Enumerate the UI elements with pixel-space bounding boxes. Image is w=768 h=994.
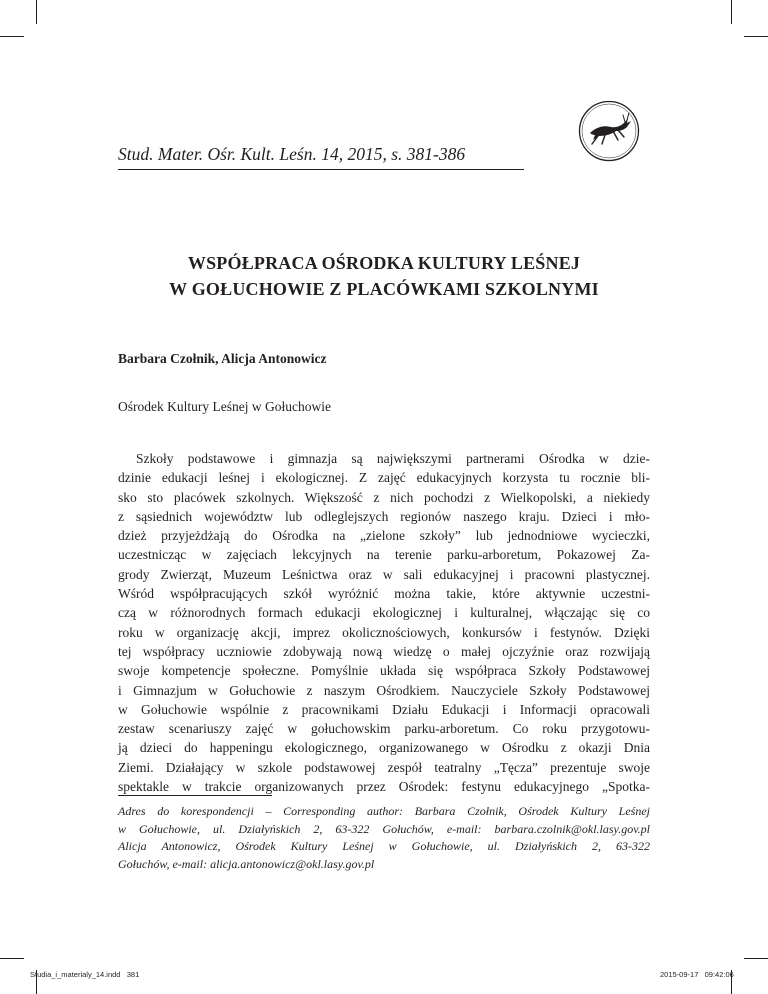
body-line: sko sto placówek szkolnych. Większość z nich pochodzi z Wielkopolski, a niekiedy (118, 489, 650, 505)
body-line: roku w organizację akcji, imprez okolicznościowych, konkursów i festynów. Dzięki (118, 624, 650, 640)
body-line: ją dzieci do happeningu ekologicznego, organizowanego w Ośrodku z okazji Dnia (118, 740, 650, 756)
body-line: i Gimnazjum w Gołuchowie z naszym Ośrodkiem. Nauczyciele Szkoły Podstawowej (118, 682, 650, 698)
crop-mark (0, 958, 24, 959)
body-line: czą w różnorodnych formach edukacji ekologicznej i kulturalnej, włączając się co (118, 605, 650, 621)
affiliation: Ośrodek Kultury Leśnej w Gołuchowie (118, 399, 331, 414)
body-line: dzież przyjeżdżają do Ośrodka na „zielone szkoły” lub jednodniowe wycieczki, (118, 528, 650, 544)
body-line: swoje kompetencje społeczne. Pomyślnie układa się współpraca Szkoły Podstawowej (118, 663, 650, 679)
journal-citation: Stud. Mater. Ośr. Kult. Leśn. 14, 2015, s. 381-386 (118, 144, 466, 164)
footnote-rule (118, 795, 272, 796)
slug-filename: Studia_i_materialy_14.indd 381 (30, 970, 140, 979)
footnote-line: w Gołuchowie, ul. Działyńskich 2, 63-322 Gołuchów, e-mail: barbara.czolnik@okl.lasy.gov.pl (118, 821, 650, 836)
crop-mark (744, 958, 768, 959)
crop-mark (0, 36, 24, 37)
title-line: WSPÓŁPRACA OŚRODKA KULTURY LEŚNEJ (187, 253, 581, 273)
authors: Barbara Czołnik, Alicja Antonowicz (118, 351, 327, 366)
body-line: z sąsiednich województw lub odleglejszych regionów naszego kraju. Dzieci i mło- (118, 508, 650, 524)
crop-mark (731, 0, 732, 24)
body-line: grody Zwierząt, Muzeum Leśnictwa oraz w sali edukacyjnej i pracowni plastycznej. (118, 566, 650, 582)
article-title (118, 250, 650, 302)
body-line: Ziemi. Działający w szkole podstawowej zespół teatralny „Tęcza” prezentuje swoje (118, 759, 650, 775)
body-line: Szkoły podstawowe i gimnazja są największymi partnerami Ośrodka w dzie- (136, 451, 650, 466)
footnote-line: Adres do korespondencji – Corresponding author: Barbara Czołnik, Ośrodek Kultury Leśnej (118, 804, 650, 818)
footnote-line: Gołuchów, e-mail: alicja.antonowicz@okl.lasy.gov.pl (118, 856, 375, 871)
body-line: spektakle w trakcie organizowanych przez Ośrodek: festynu edukacyjnego „Spotka- (118, 779, 650, 795)
journal-rule (118, 169, 524, 170)
slug-timestamp: 2015-09-17 09:42:06 (660, 970, 734, 979)
crop-mark (36, 0, 37, 24)
footnote-line: Alicja Antonowicz, Ośrodek Kultury Leśnej w Gołuchowie, ul. Działyńskich 2, 63-322 (118, 839, 650, 853)
body-line: tej współpracy uczniowie zdobywają nową wiedzę o małej ojczyźnie oraz rozwijają (118, 643, 650, 659)
body-line: Wśród współpracujących szkół wyróżnić można takie, które aktywnie uczestni- (118, 586, 650, 602)
crop-mark (744, 36, 768, 37)
body-line: w Gołuchowie wspólnie z pracownikami Działu Edukacji i Informacji opracowali (118, 701, 650, 717)
body-line: dzinie edukacji leśnej i ekologicznej. Z zajęć edukacyjnych korzysta tu rocznie bli- (118, 470, 650, 486)
leaping-deer-seal-icon (578, 100, 640, 162)
footnote (118, 803, 650, 873)
title-line: W GOŁUCHOWIE Z PLACÓWKAMI SZKOLNYMI (169, 279, 599, 299)
body-line: uczestnicząc w zajęciach lekcyjnych na terenie parku-arboretum, Pokazowej Za- (118, 547, 650, 563)
body-paragraph (118, 449, 650, 796)
body-line: zestaw scenariuszy zajęć w gołuchowskim parku-arboretum. Co roku przygotowu- (118, 721, 650, 737)
